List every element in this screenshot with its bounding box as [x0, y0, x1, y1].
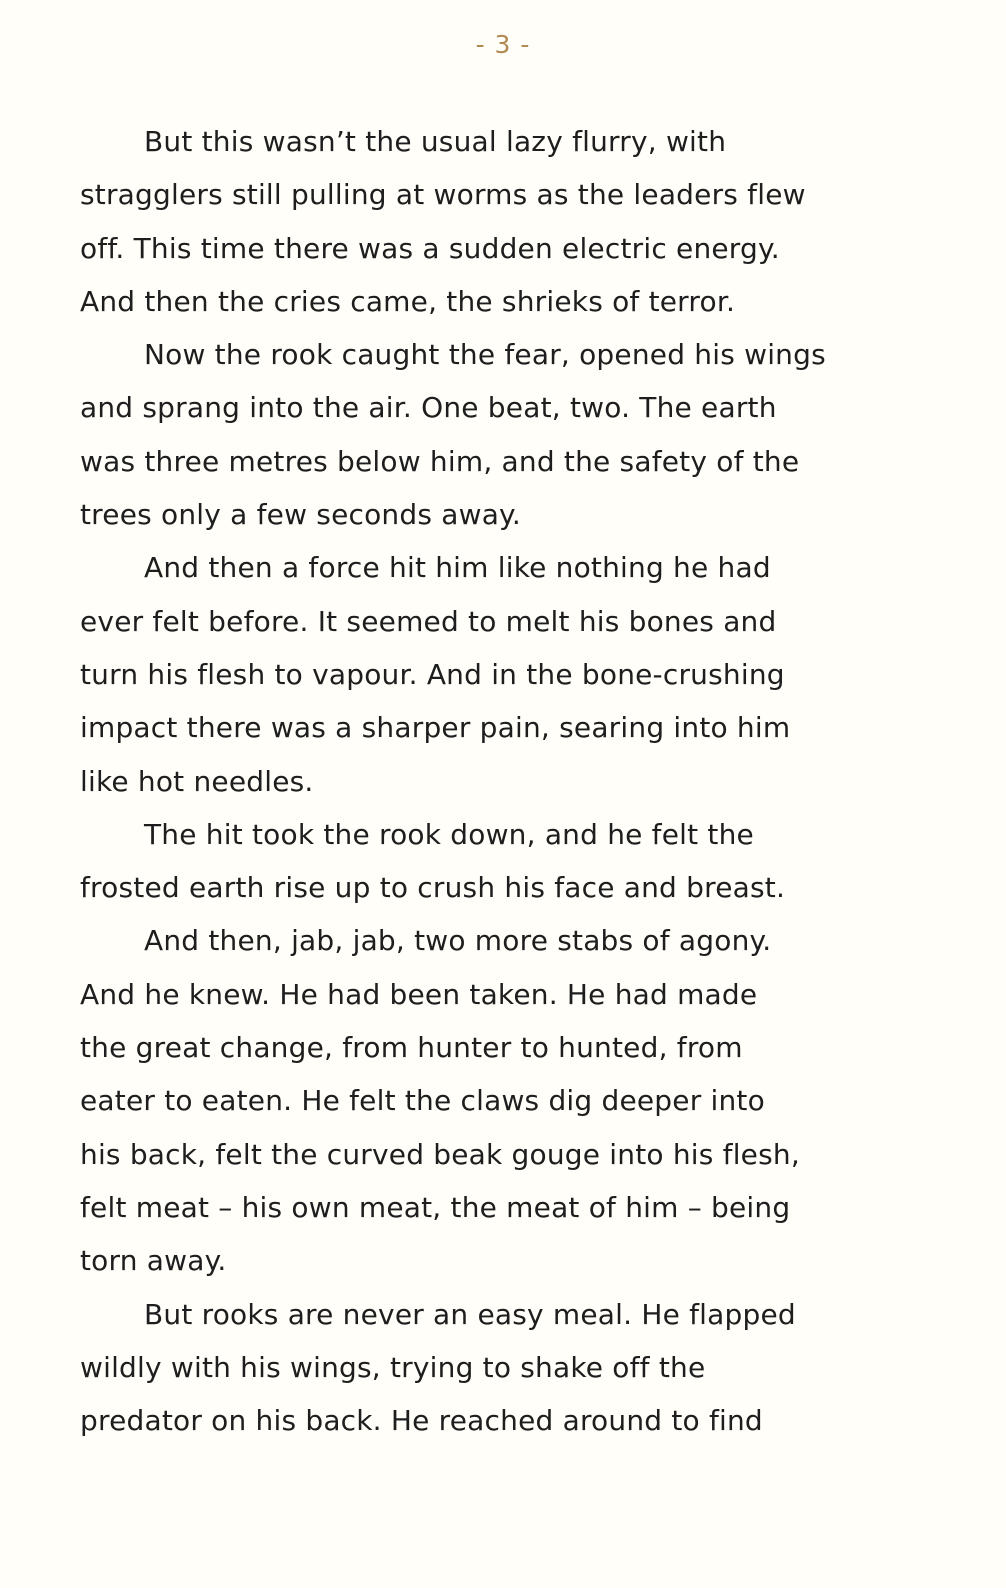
text-line: torn away.: [80, 1244, 227, 1278]
text-line: wildly with his wings, trying to shake off the: [80, 1350, 706, 1384]
text-line: impact there was a sharper pain, searing into him: [80, 711, 791, 745]
text-line: the great change, from hunter to hunted, from: [80, 1031, 743, 1065]
text-line: was three metres below him, and the safety of the: [80, 444, 800, 478]
text-line: eater to eaten. He felt the claws dig deeper into: [80, 1084, 765, 1118]
text-line: But this wasn’t the usual lazy flurry, with: [144, 125, 727, 158]
text-line: And then a force hit him like nothing he had: [144, 551, 771, 585]
text-line: turn his flesh to vapour. And in the bone-crushing: [80, 657, 785, 691]
text-line: And then, jab, jab, two more stabs of agony.: [144, 924, 772, 958]
page-number: - 3 -: [475, 30, 531, 59]
text-line: The hit took the rook down, and he felt the: [144, 817, 754, 851]
text-line: But rooks are never an easy meal. He flapped: [144, 1297, 796, 1331]
text-line: trees only a few seconds away.: [80, 498, 521, 532]
text-line: stragglers still pulling at worms as the leaders flew: [80, 178, 806, 212]
text-line: Now the rook caught the fear, opened his wings: [144, 338, 826, 372]
body-text: [80, 115, 940, 1447]
text-line: and sprang into the air. One beat, two. The earth: [80, 391, 777, 425]
text-line: his back, felt the curved beak gouge into his flesh,: [80, 1137, 800, 1171]
text-line: ever felt before. It seemed to melt his bones and: [80, 604, 777, 638]
text-line: And he knew. He had been taken. He had made: [80, 977, 758, 1011]
text-line: like hot needles.: [80, 764, 314, 798]
text-line: frosted earth rise up to crush his face and breast.: [80, 871, 786, 905]
text-line: off. This time there was a sudden electric energy.: [80, 231, 780, 265]
text-line: felt meat – his own meat, the meat of him – being: [80, 1190, 791, 1224]
text-line: predator on his back. He reached around to find: [80, 1404, 763, 1438]
text-line: And then the cries came, the shrieks of terror.: [80, 284, 736, 318]
